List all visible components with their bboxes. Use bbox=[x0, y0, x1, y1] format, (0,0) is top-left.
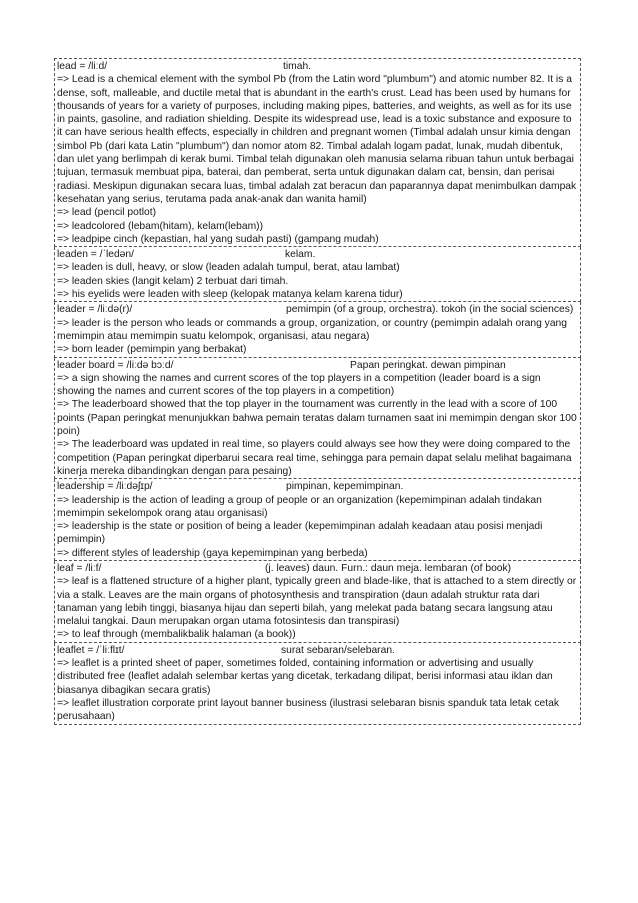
entry-leaf bbox=[54, 561, 581, 643]
entry-term: leaden = /ˈledən/ bbox=[57, 249, 135, 261]
entry-leader bbox=[54, 302, 581, 357]
entry-line: => Lead is a chemical element with the symbol Pb (from the Latin word "plumbum") and atomic number 82. It is a dense, soft, malleable, and ductile metal that is abundant in the earth's crust. Lead has been used by humans for thousands of years for a variety of purposes, including making pipes, batteries, and weights, as well as for its use in paints, gasoline, and radiation shielding. Despite its widespread use, lead is a toxic substance and exposure to it can have serious health effects, especially in children and pregnant women (Timbal adalah unsur kimia dengan simbol Pb (dari kata Latin "plumbum") dan nomor atom 82. Timbal adalah logam padat, lunak, mudah dibentuk, dan ulet yang berlimpah di kerak bumi. Timbal telah digunakan oleh manusia selama ribuan tahun untuk berbagai tujuan, termasuk membuat pipa, baterai, dan pemberat, serta untuk digunakan dalam cat, bensin, dan perisai radiasi. Meskipun digunakan secara luas, timbal adalah zat beracun dan paparannya dapat menimbulkan dampak kesehatan yang serius, terutama pada anak-anak dan wanita hamil) bbox=[57, 74, 577, 205]
entry-term: leaflet = /ˈliːflɪt/ bbox=[57, 644, 125, 656]
entry-gloss: timah. bbox=[283, 61, 312, 72]
entry-line: => lead (pencil potlot) bbox=[57, 207, 157, 219]
entry-line: => leaden skies (langit kelam) 2 terbuat dari timah. bbox=[57, 275, 289, 287]
entry-line: => leadership is the action of leading a group of people or an organization (kepemimpinan adalah tindakan memimpin sekelompok orang atau organisasi) bbox=[57, 494, 542, 519]
entry-line: => leadpipe cinch (kepastian, hal yang sudah pasti) (gampang mudah) bbox=[57, 233, 379, 245]
entry-gloss: (j. leaves) daun. Furn.: daun meja. lembaran (of book) bbox=[265, 562, 512, 574]
entry-gloss: kelam. bbox=[285, 249, 316, 261]
entry-line: => leaf is a flattened structure of a higher plant, typically green and blade-like, that is attached to a stem directly or via a stalk. Leaves are the main organs of photosynthesis and transpiration (daun adalah struktur rata dari tanaman yang lebih tinggi, biasanya hijau dan seperti bilah, yang melekat pada batang secara langsung atau melalui tangkai. Daun merupakan organ utama fotosintesis dan transpirasi) bbox=[57, 576, 577, 628]
entry-line: => to leaf through (membalikbalik halaman (a book)) bbox=[57, 629, 296, 641]
entry-line: => leadcolored (lebam(hitam), kelam(lebam)) bbox=[57, 220, 264, 232]
entry-line: => leaflet is a printed sheet of paper, sometimes folded, containing information or advertising and usually distributed free (leaflet adalah selembar kertas yang dicetak, terkadang dilipat, berisi informasi atau iklan dan biasanya dibagikan secara gratis) bbox=[57, 658, 553, 696]
entry-line: => a sign showing the names and current scores of the top players in a competition (leader board is a sign showing the names and current scores of the top players in a competition) bbox=[57, 372, 541, 398]
entry-line: => leaden is dull, heavy, or slow (leaden adalah tumpul, berat, atau lambat) bbox=[57, 262, 400, 274]
entry-line: => leader is the person who leads or commands a group, organization, or country (pemimpin adalah orang yang memimpin atau memimpin suatu kelompok, organisasi, atau negara) bbox=[57, 317, 567, 342]
entry-gloss: pimpinan, kepemimpinan. bbox=[286, 481, 404, 493]
entry-line: => The leaderboard showed that the top player in the tournament was currently in the lead with a score of 100 points (Papan peringkat menunjukkan bahwa pemain teratas dalam turnamen saat ini memimpin dengan skor 100 poin) bbox=[57, 399, 577, 438]
entry-leaflet bbox=[54, 643, 581, 725]
entry-term: leadership = /liːdəʃɪp/ bbox=[57, 481, 153, 493]
entry-lead bbox=[54, 58, 581, 247]
entry-gloss: pemimpin (of a group, orchestra). tokoh (in the social sciences) bbox=[286, 304, 574, 316]
entry-line: => The leaderboard was updated in real time, so players could always see how they were doing compared to the competition (Papan peringkat diperbarui secara real time, sehingga para pemain dapat selalu melihat bagaimana kinerja mereka dibandingkan dengan para pesaing) bbox=[57, 439, 572, 477]
entry-line: => different styles of leadership (gaya kepemimpinan yang berbeda) bbox=[57, 547, 368, 559]
entry-leadership bbox=[54, 479, 581, 561]
entry-leader-board bbox=[54, 358, 581, 480]
entry-line: => leaflet illustration corporate print layout banner business (ilustrasi selebaran bisnis spanduk tata letak cetak perusahaan) bbox=[57, 697, 559, 723]
entry-gloss: Papan peringkat. dewan pimpinan bbox=[350, 359, 506, 371]
entry-line: => leadership is the state or position of being a leader (kepemimpinan adalah keadaan atau posisi menjadi pemimpin) bbox=[57, 521, 543, 546]
entry-line: => born leader (pemimpin yang berbakat) bbox=[57, 344, 247, 356]
entry-line: => his eyelids were leaden with sleep (kelopak matanya kelam karena tidur) bbox=[57, 289, 403, 301]
entry-term: lead = /liːd/ bbox=[57, 61, 108, 72]
entry-term: leader = /liːdə(r)/ bbox=[57, 304, 133, 316]
entry-leaden bbox=[54, 247, 581, 302]
entry-gloss: surat sebaran/selebaran. bbox=[281, 644, 395, 656]
dictionary-page bbox=[54, 58, 581, 725]
entry-term: leader board = /liːdə bɔːd/ bbox=[57, 359, 174, 371]
entry-term: leaf = /liːf/ bbox=[57, 562, 102, 574]
